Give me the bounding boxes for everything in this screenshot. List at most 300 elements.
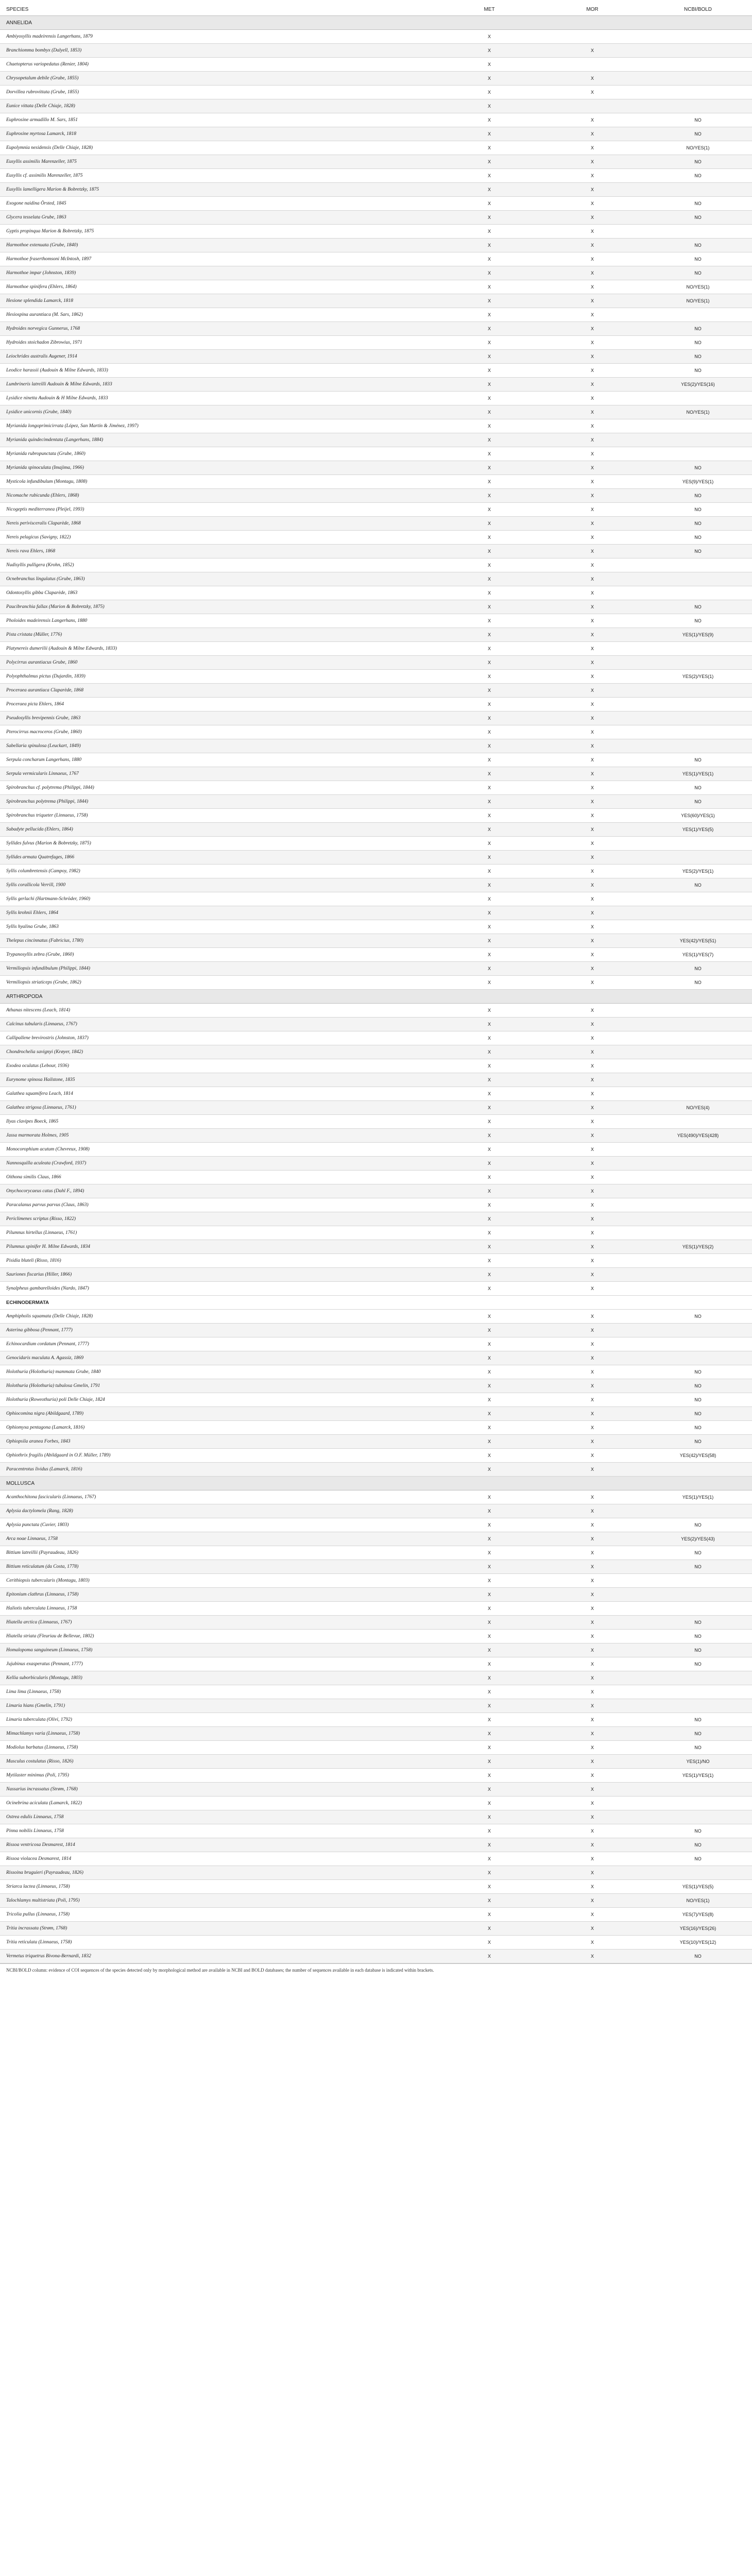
ncbi-bold-cell: NO (644, 461, 752, 475)
ncbi-bold-cell: NO/YES(1) (644, 1894, 752, 1908)
met-cell: X (438, 72, 541, 86)
mor-cell: X (541, 1073, 644, 1087)
table-row (0, 1254, 752, 1268)
table-row (0, 948, 752, 962)
species-name-cell: Aplysia dactylomela (Rang, 1828) (0, 1504, 438, 1518)
mor-cell: X (541, 1741, 644, 1755)
met-cell: X (438, 294, 541, 308)
species-name-cell: Exogone naidina Örsted, 1845 (0, 197, 438, 211)
ncbi-bold-cell (644, 698, 752, 711)
species-name-cell: Jassa marmorata Holmes, 1905 (0, 1129, 438, 1143)
header-species: SPECIES (0, 3, 438, 16)
species-name-cell: Trypanosyllis zebra (Grube, 1860) (0, 948, 438, 962)
ncbi-bold-cell: NO (644, 350, 752, 364)
table-row (0, 1226, 752, 1240)
mor-cell: X (541, 1351, 644, 1365)
ncbi-bold-cell: NO (644, 1852, 752, 1866)
ncbi-bold-cell (644, 892, 752, 906)
mor-cell: X (541, 1532, 644, 1546)
table-row (0, 336, 752, 350)
mor-cell: X (541, 1365, 644, 1379)
ncbi-bold-cell (644, 225, 752, 239)
species-name-cell: Ophiopsila aranea Forbes, 1843 (0, 1435, 438, 1449)
mor-cell: X (541, 392, 644, 405)
met-cell: X (438, 447, 541, 461)
table-row (0, 753, 752, 767)
ncbi-bold-cell (644, 1226, 752, 1240)
met-cell: X (438, 865, 541, 878)
ncbi-bold-cell: NO (644, 545, 752, 558)
ncbi-bold-cell (644, 392, 752, 405)
mor-cell: X (541, 211, 644, 225)
met-cell: X (438, 1254, 541, 1268)
species-name-cell: Euphrosine myrtosa Lamarck, 1818 (0, 127, 438, 141)
species-name-cell: Eusyllis lamelligera Marion & Bobretzky, 1875 (0, 183, 438, 197)
table-row (0, 1268, 752, 1282)
met-cell: X (438, 1685, 541, 1699)
table-row (0, 1713, 752, 1727)
met-cell: X (438, 1365, 541, 1379)
table-row (0, 684, 752, 698)
ncbi-bold-cell (644, 1018, 752, 1031)
table-row (0, 823, 752, 837)
ncbi-bold-cell: YES(16)/YES(26) (644, 1922, 752, 1936)
table-row (0, 1630, 752, 1643)
table-row (0, 1852, 752, 1866)
met-cell: X (438, 1421, 541, 1435)
mor-cell: X (541, 294, 644, 308)
mor-cell: X (541, 1838, 644, 1852)
met-cell: X (438, 753, 541, 767)
mor-cell: X (541, 1393, 644, 1407)
species-name-cell: Nassarius incrassatus (Strøm, 1768) (0, 1783, 438, 1797)
table-row (0, 531, 752, 545)
mor-cell: X (541, 1045, 644, 1059)
species-name-cell: Synalpheus gambarelloides (Nardo, 1847) (0, 1282, 438, 1296)
species-name-cell: Harmothoe spinifera (Ehlers, 1864) (0, 280, 438, 294)
mor-cell: X (541, 1157, 644, 1171)
table-row (0, 252, 752, 266)
mor-cell: X (541, 1616, 644, 1630)
ncbi-bold-cell (644, 1059, 752, 1073)
met-cell: X (438, 1769, 541, 1783)
species-name-cell: Limaria tuberculata (Olivi, 1792) (0, 1713, 438, 1727)
met-cell: X (438, 892, 541, 906)
ncbi-bold-cell: NO (644, 1727, 752, 1741)
met-cell: X (438, 239, 541, 252)
species-name-cell: Gyptis propinqua Marion & Bobretzky, 1875 (0, 225, 438, 239)
species-name-cell: Paracalanus parvus parvus (Claus, 1863) (0, 1198, 438, 1212)
table-row (0, 1463, 752, 1477)
ncbi-bold-cell (644, 1337, 752, 1351)
ncbi-bold-cell (644, 1685, 752, 1699)
header-mor: MOR (541, 3, 644, 16)
table-row (0, 558, 752, 572)
met-cell: X (438, 962, 541, 976)
species-name-cell: Rissoina bruguieri (Payraudeau, 1826) (0, 1866, 438, 1880)
species-name-cell: Rissoa violacea Desmarest, 1814 (0, 1852, 438, 1866)
table-row (0, 1755, 752, 1769)
table-row (0, 1838, 752, 1852)
table-row (0, 1129, 752, 1143)
mor-cell: X (541, 1143, 644, 1157)
species-name-cell: Myrianida quindecimdentata (Langerhans, 1884) (0, 433, 438, 447)
mor-cell: X (541, 336, 644, 350)
mor-cell: X (541, 1797, 644, 1810)
met-cell: X (438, 1157, 541, 1171)
species-name-cell: Pholoides madeirensis Langerhans, 1880 (0, 614, 438, 628)
table-row (0, 308, 752, 322)
table-row (0, 656, 752, 670)
table-row (0, 1671, 752, 1685)
ncbi-bold-cell (644, 1574, 752, 1588)
met-cell: X (438, 878, 541, 892)
ncbi-bold-cell: YES(1)/YES(7) (644, 948, 752, 962)
species-name-cell: Bittium latreillii (Payraudeau, 1826) (0, 1546, 438, 1560)
met-cell: X (438, 1880, 541, 1894)
mor-cell: X (541, 1727, 644, 1741)
mor-cell: X (541, 725, 644, 739)
table-row (0, 433, 752, 447)
ncbi-bold-cell (644, 1198, 752, 1212)
species-name-cell: Musculus costulatus (Risso, 1826) (0, 1755, 438, 1769)
ncbi-bold-cell: NO (644, 1560, 752, 1574)
species-name-cell: Exodea oculatus (Lebour, 1936) (0, 1059, 438, 1073)
ncbi-bold-cell: NO/YES(1) (644, 405, 752, 419)
mor-cell: X (541, 1435, 644, 1449)
species-name-cell: Pilumnus spinifer H. Milne Edwards, 1834 (0, 1240, 438, 1254)
table-row (0, 99, 752, 113)
species-name-cell: Proceraea aurantiaca Claparède, 1868 (0, 684, 438, 698)
mor-cell: X (541, 1198, 644, 1212)
met-cell: X (438, 545, 541, 558)
mor-cell: X (541, 600, 644, 614)
mor-cell: X (541, 1240, 644, 1254)
ncbi-bold-cell (644, 1783, 752, 1797)
met-cell: X (438, 280, 541, 294)
mor-cell: X (541, 1574, 644, 1588)
ncbi-bold-cell: NO (644, 1379, 752, 1393)
ncbi-bold-cell: YES(1)/YES(1) (644, 1769, 752, 1783)
species-name-cell: Holothuria (Holothuria) mammata Grube, 1840 (0, 1365, 438, 1379)
ncbi-bold-cell (644, 447, 752, 461)
met-cell: X (438, 266, 541, 280)
species-name-cell: Mysticola infundibulum (Montagu, 1808) (0, 475, 438, 489)
ncbi-bold-cell: NO (644, 1657, 752, 1671)
met-cell: X (438, 1087, 541, 1101)
mor-cell: X (541, 1783, 644, 1797)
mor-cell: X (541, 239, 644, 252)
species-name-cell: Leodice harassii (Audouin & Milne Edwards, 1833) (0, 364, 438, 378)
ncbi-bold-cell: NO (644, 1407, 752, 1421)
table-row (0, 1421, 752, 1435)
ncbi-bold-cell: YES(490)/YES(428) (644, 1129, 752, 1143)
ncbi-bold-cell (644, 837, 752, 851)
table-body (0, 16, 752, 1963)
species-name-cell: Talochlamys multistriata (Poli, 1795) (0, 1894, 438, 1908)
ncbi-bold-cell: NO/YES(1) (644, 294, 752, 308)
met-cell: X (438, 558, 541, 572)
met-cell: X (438, 1518, 541, 1532)
mor-cell: X (541, 350, 644, 364)
species-name-cell: Syllides armata Quatrefages, 1866 (0, 851, 438, 865)
ncbi-bold-cell: NO (644, 364, 752, 378)
mor-cell: X (541, 113, 644, 127)
mor-cell: X (541, 503, 644, 517)
met-cell: X (438, 684, 541, 698)
table-row (0, 86, 752, 99)
met-cell: X (438, 86, 541, 99)
species-name-cell: Nicomache rubicunda (Ehlers, 1868) (0, 489, 438, 503)
species-name-cell: Lumbrineris latreilli Audouin & Milne Edwards, 1833 (0, 378, 438, 392)
ncbi-bold-cell: NO/YES(1) (644, 141, 752, 155)
met-cell: X (438, 378, 541, 392)
met-cell: X (438, 127, 541, 141)
species-name-cell: Paracentrotus lividus (Lamarck, 1816) (0, 1463, 438, 1477)
met-cell: X (438, 155, 541, 169)
ncbi-bold-cell (644, 1268, 752, 1282)
species-name-cell: Limaria hians (Gmelin, 1791) (0, 1699, 438, 1713)
table-row (0, 1310, 752, 1324)
species-name-cell: Hesiospina aurantiaca (M. Sars, 1862) (0, 308, 438, 322)
species-name-cell: Haliotis tuberculata Linnaeus, 1758 (0, 1602, 438, 1616)
mor-cell: X (541, 614, 644, 628)
met-cell: X (438, 1212, 541, 1226)
mor-cell: X (541, 837, 644, 851)
species-name-cell: Pista cristata (Müller, 1776) (0, 628, 438, 642)
met-cell: X (438, 1101, 541, 1115)
ncbi-bold-cell (644, 920, 752, 934)
species-name-cell: Calcinus tubularis (Linnaeus, 1767) (0, 1018, 438, 1031)
met-cell: X (438, 1950, 541, 1963)
met-cell: X (438, 99, 541, 113)
ncbi-bold-cell: YES(60)/YES(1) (644, 809, 752, 823)
mor-cell: X (541, 378, 644, 392)
ncbi-bold-cell (644, 1171, 752, 1184)
table-footnote: NCBI/BOLD column: evidence of COI sequences of the species detected only by morphological method are available in NCBI and BOLD databases; the number of sequences available in each database is indicated within brackets. (0, 1963, 752, 1976)
ncbi-bold-cell: NO (644, 1546, 752, 1560)
species-name-cell: Paucibranchia fallax (Marion & Bobretzky, 1875) (0, 600, 438, 614)
mor-cell: X (541, 475, 644, 489)
table-row (0, 475, 752, 489)
species-name-cell: Arca noae Linnaeus, 1758 (0, 1532, 438, 1546)
species-name-cell: Mytilaster minimus (Poli, 1795) (0, 1769, 438, 1783)
met-cell: X (438, 1838, 541, 1852)
mor-cell: X (541, 1087, 644, 1101)
table-row (0, 1741, 752, 1755)
mor-cell: X (541, 517, 644, 531)
met-cell: X (438, 1268, 541, 1282)
mor-cell: X (541, 823, 644, 837)
met-cell: X (438, 628, 541, 642)
met-cell: X (438, 906, 541, 920)
mor-cell: X (541, 280, 644, 294)
mor-cell: X (541, 405, 644, 419)
species-name-cell: Galathea squamifera Leach, 1814 (0, 1087, 438, 1101)
met-cell: X (438, 419, 541, 433)
met-cell: X (438, 823, 541, 837)
ncbi-bold-cell (644, 1351, 752, 1365)
met-cell: X (438, 642, 541, 656)
section-title: ARTHROPODA (0, 990, 752, 1004)
species-name-cell: Dorvillea rubrovittata (Grube, 1855) (0, 86, 438, 99)
table-row (0, 30, 752, 44)
ncbi-bold-cell: YES(1)/YES(5) (644, 823, 752, 837)
section-title: MOLLUSCA (0, 1477, 752, 1490)
table-row (0, 1602, 752, 1616)
mor-cell: X (541, 489, 644, 503)
ncbi-bold-cell (644, 656, 752, 670)
met-cell: X (438, 1129, 541, 1143)
ncbi-bold-cell: YES(1)/YES(1) (644, 1490, 752, 1504)
table-row (0, 1004, 752, 1018)
table-row (0, 1393, 752, 1407)
table-row (0, 378, 752, 392)
met-cell: X (438, 517, 541, 531)
species-name-cell: Pterocirrus macroceros (Grube, 1860) (0, 725, 438, 739)
mor-cell: X (541, 558, 644, 572)
table-row (0, 1797, 752, 1810)
mor-cell (541, 30, 644, 44)
met-cell: X (438, 461, 541, 475)
met-cell: X (438, 1045, 541, 1059)
species-name-cell: Subadyte pellucida (Ehlers, 1864) (0, 823, 438, 837)
mor-cell: X (541, 1407, 644, 1421)
met-cell: X (438, 211, 541, 225)
table-row (0, 1018, 752, 1031)
species-name-cell: Nannosquilla aculeata (Crawford, 1937) (0, 1157, 438, 1171)
table-row (0, 461, 752, 475)
species-name-cell: Vermiliopsis striaticeps (Grube, 1862) (0, 976, 438, 990)
species-name-cell: Echinocardium cordatum (Pennant, 1777) (0, 1337, 438, 1351)
ncbi-bold-cell: YES(10)/YES(12) (644, 1936, 752, 1950)
ncbi-bold-cell: NO (644, 489, 752, 503)
met-cell: X (438, 1894, 541, 1908)
species-name-cell: Onychocorycaeus catus (Dahl F., 1894) (0, 1184, 438, 1198)
species-name-cell: Harmothoe impar (Johnston, 1839) (0, 266, 438, 280)
met-cell: X (438, 1741, 541, 1755)
table-row (0, 1045, 752, 1059)
ncbi-bold-cell: YES(1)/YES(5) (644, 1880, 752, 1894)
met-cell: X (438, 1059, 541, 1073)
species-name-cell: Eusyllis cf. assimilis Marenzeller, 1875 (0, 169, 438, 183)
table-row (0, 517, 752, 531)
section-title: ECHINODERMATA (0, 1296, 752, 1310)
ncbi-bold-cell (644, 183, 752, 197)
species-name-cell: Rissoa ventricosa Desmarest, 1814 (0, 1838, 438, 1852)
species-name-cell: Oithona similis Claus, 1866 (0, 1171, 438, 1184)
species-name-cell: Syllis hyalina Grube, 1863 (0, 920, 438, 934)
mor-cell: X (541, 795, 644, 809)
met-cell: X (438, 809, 541, 823)
species-name-cell: Glycera tesselata Grube, 1863 (0, 211, 438, 225)
ncbi-bold-cell: NO (644, 614, 752, 628)
mor-cell: X (541, 1866, 644, 1880)
ncbi-bold-cell (644, 1143, 752, 1157)
ncbi-bold-cell (644, 1045, 752, 1059)
table-row (0, 976, 752, 990)
mor-cell: X (541, 1950, 644, 1963)
ncbi-bold-cell: NO (644, 1421, 752, 1435)
species-name-cell: Ocinebrina aciculata (Lamarck, 1822) (0, 1797, 438, 1810)
table-row (0, 392, 752, 405)
mor-cell: X (541, 1004, 644, 1018)
ncbi-bold-cell: NO (644, 1838, 752, 1852)
species-name-cell: Holothuria (Holothuria) tubulosa Gmelin, 1791 (0, 1379, 438, 1393)
met-cell: X (438, 851, 541, 865)
table-row (0, 1769, 752, 1783)
table-row (0, 280, 752, 294)
species-name-cell: Platynereis dumerilii (Audouin & Milne Edwards, 1833) (0, 642, 438, 656)
table-row (0, 545, 752, 558)
table-row (0, 225, 752, 239)
mor-cell: X (541, 1184, 644, 1198)
mor-cell: X (541, 1490, 644, 1504)
ncbi-bold-cell: NO (644, 1393, 752, 1407)
mor-cell: X (541, 1171, 644, 1184)
met-cell: X (438, 531, 541, 545)
ncbi-bold-cell: NO/YES(1) (644, 280, 752, 294)
table-row (0, 628, 752, 642)
ncbi-bold-cell (644, 1797, 752, 1810)
ncbi-bold-cell: NO (644, 113, 752, 127)
mor-cell: X (541, 628, 644, 642)
species-name-cell: Athanas nitescens (Leach, 1814) (0, 1004, 438, 1018)
species-name-cell: Bittium reticulatum (da Costa, 1778) (0, 1560, 438, 1574)
table-row (0, 878, 752, 892)
met-cell: X (438, 489, 541, 503)
species-name-cell: Aplysia punctata (Cuvier, 1803) (0, 1518, 438, 1532)
table-row (0, 405, 752, 419)
table-row (0, 1379, 752, 1393)
species-name-cell: Odontosyllis gibba Claparède, 1863 (0, 586, 438, 600)
ncbi-bold-cell (644, 558, 752, 572)
ncbi-bold-cell: YES(42)/YES(51) (644, 934, 752, 948)
met-cell: X (438, 1171, 541, 1184)
species-name-cell: Euphrosine armadillo M. Sars, 1851 (0, 113, 438, 127)
met-cell: X (438, 141, 541, 155)
table-row (0, 1810, 752, 1824)
table-row (0, 266, 752, 280)
table-row (0, 197, 752, 211)
mor-cell: X (541, 851, 644, 865)
table-row (0, 419, 752, 433)
ncbi-bold-cell: YES(2)/YES(1) (644, 670, 752, 684)
species-name-cell: Genocidaris maculata A. Agassiz, 1869 (0, 1351, 438, 1365)
ncbi-bold-cell (644, 711, 752, 725)
ncbi-bold-cell (644, 419, 752, 433)
mor-cell: X (541, 169, 644, 183)
met-cell: X (438, 1435, 541, 1449)
mor-cell: X (541, 433, 644, 447)
species-name-cell: Spirobranchus cf. polytrema (Philippi, 1844) (0, 781, 438, 795)
species-name-cell: Galathea strigosa (Linnaeus, 1761) (0, 1101, 438, 1115)
met-cell: X (438, 1504, 541, 1518)
mor-cell: X (541, 364, 644, 378)
ncbi-bold-cell (644, 99, 752, 113)
species-name-cell: Spirobranchus triqueter (Linnaeus, 1758) (0, 809, 438, 823)
ncbi-bold-cell: NO (644, 795, 752, 809)
table-row (0, 1351, 752, 1365)
mor-cell: X (541, 698, 644, 711)
mor-cell: X (541, 684, 644, 698)
species-name-cell: Ambiyosyllis madeirensis Langerhans, 1879 (0, 30, 438, 44)
table-row (0, 447, 752, 461)
table-row (0, 1184, 752, 1198)
ncbi-bold-cell (644, 851, 752, 865)
ncbi-bold-cell: NO/YES(4) (644, 1101, 752, 1115)
met-cell: X (438, 1936, 541, 1950)
